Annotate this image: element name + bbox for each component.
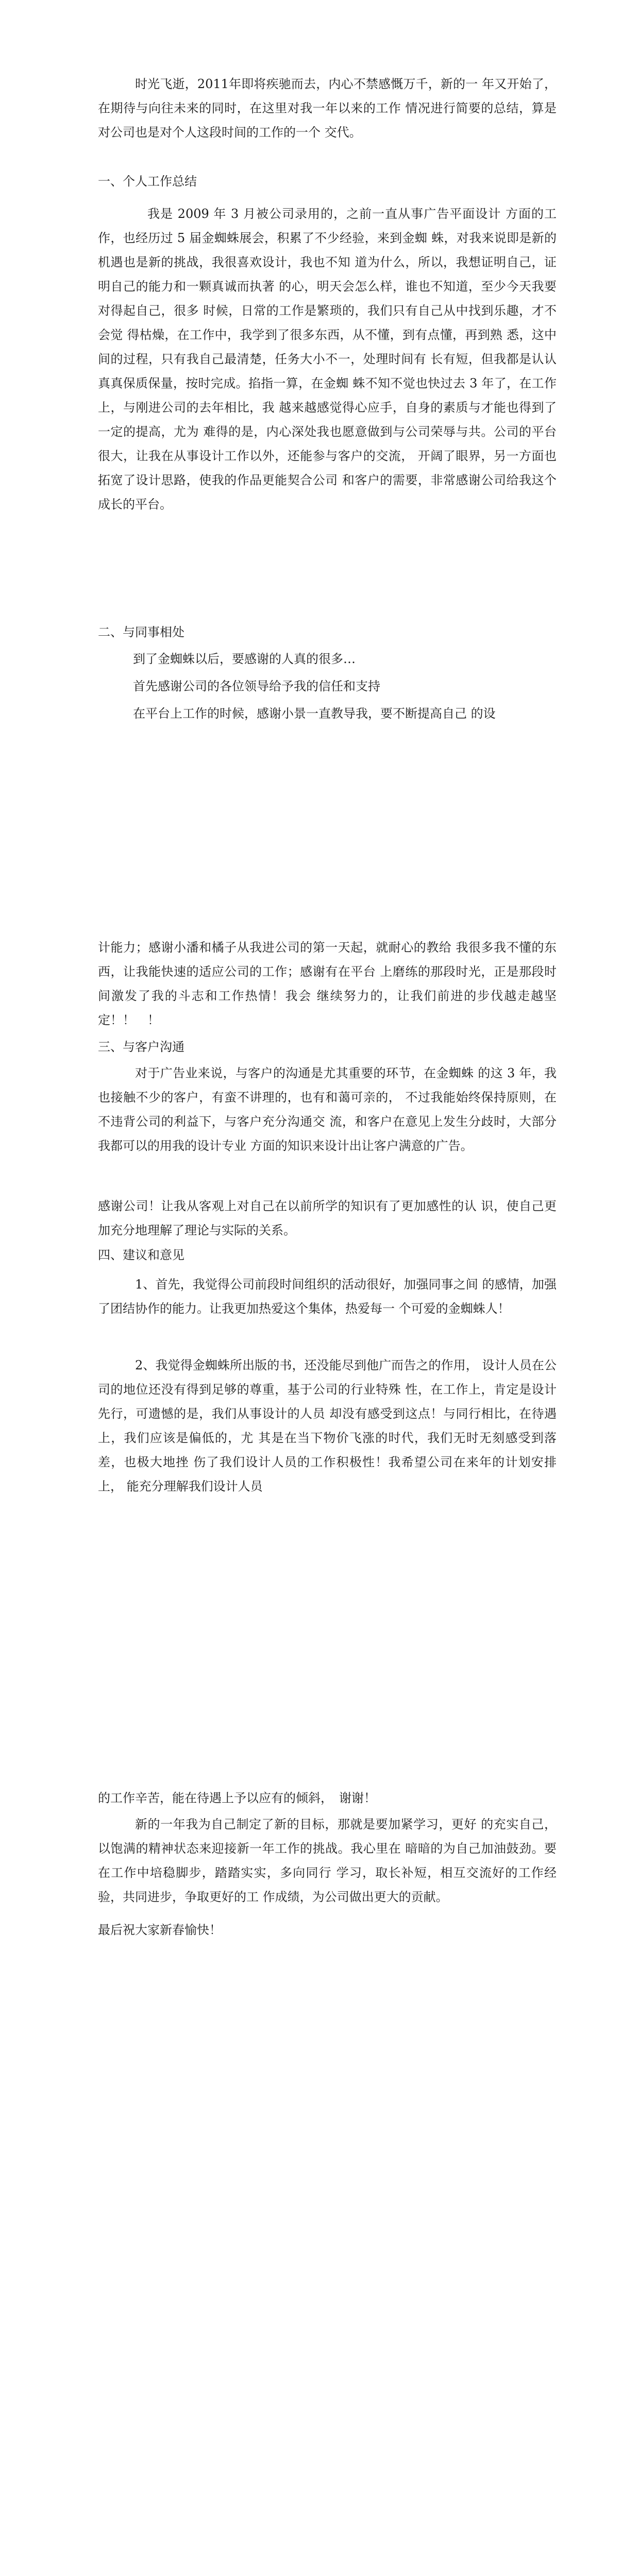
section-1-paragraph: 我是 2009 年 3 月被公司录用的，之前一直从事广告平面设计 方面的工作，也经历过 5 届金蜘蛛展会，积累了不少经验，来到金蜘 蛛，对我来说即是新的机遇也是新的挑战，我很喜欢设计，我也不知 道为什么，所以，我想证明自己，证明自己的能力和一颗真诚而执著 的心，明天会怎么样，谁也不知道，至少今天我要对得起自己，很多 时候，日常的工作是繁琐的，我们只有自己从中找到乐趣，才不会觉 得枯燥，在工作中，我学到了很多东西，从不懂，到有点懂，再到熟 悉，这中间的过程，只有我自己最清楚，任务大小不一，处理时间有 长有短，但我都是认认真真保质保量，按时完成。掐指一算，在金蜘 蛛不知不觉也快过去 3 年了，在工作上，与刚进公司的去年相比，我 越来越感觉得心应手，自身的素质与才能也得到了一定的提高，尤为 难得的是，内心深处我也愿意做到与公司荣辱与共。公司的平台很大，让我在从事设计工作以外，还能参与客户的交流， 开阔了眼界，另一方面也拓宽了设计思路，使我的作品更能契合公司 和客户的需要，非常感谢公司给我这个成长的平台。 [98, 207, 557, 512]
section-4-point-2: 2、我觉得金蜘蛛所出版的书，还没能尽到他广而告之的作用， 设计人员在公司的地位还没有得到足够的尊重，基于公司的行业特殊 性，在工作上，肯定是设计先行，可遗憾的是，我们从事设计的人员 却没有感受到这点！与同行相比，在待遇上，我们应该是偏低的，尤 其是在当下物价飞涨的时代，我们无时无刻感受到落差，也极大地挫 伤了我们设计人员的工作积极性！我希望公司在来年的计划安排上， 能充分理解我们设计人员 [98, 1358, 557, 1494]
section-3-paragraph: 对于广告业来说，与客户的沟通是尤其重要的环节，在金蜘蛛 的这 3 年，我也接触不少的客户，有蛮不讲理的，也有和蔼可亲的， 不过我能始终保持原则，在不违背公司的利益下，与客户充分沟通交 流，和客户在意见上发生分歧时，大部分我都可以的用我的设计专业 方面的知识来设计出让客户满意的广告。 [98, 1066, 557, 1153]
section-2-line-1: 到了金蜘蛛以后，要感谢的人真的很多… [133, 652, 356, 666]
closing-paragraph: 新的一年我为自己制定了新的目标，那就是要加紧学习，更好 的充实自己，以饱满的精神状态来迎接新一年工作的挑战。我心里在 暗暗的为自己加油鼓劲。要在工作中培稳脚步，踏踏实实，多向同行 学习，取长补短，相互交流好的工作经验，共同进步，争取更好的工 作成绩，为公司做出更大的贡献。 [98, 1817, 557, 1904]
section-4-heading: 四、建议和意见 [98, 1248, 184, 1262]
intro-paragraph: 时光飞逝，2011年即将疾驰而去，内心不禁感慨万千，新的一 年又开始了，在期待与向往未来的同时，在这里对我一年以来的工作 情况进行简要的总结，算是对公司也是对个人这段时间的工作的一个 交代。 [98, 77, 557, 140]
section-2-line-2: 首先感谢公司的各位领导给予我的信任和支持 [133, 679, 380, 693]
section-2-continued-paragraph: 计能力；感谢小潘和橘子从我进公司的第一天起，就耐心的教给 我很多我不懂的东西，让我能快速的适应公司的工作；感谢有在平台 上磨练的那段时光，正是那段时间激发了我的斗志和工作热情！我会 继续努力的，让我们前进的步伐越走越坚定！！ ！ [98, 940, 557, 1027]
section-2-heading: 二、与同事相处 [98, 625, 184, 639]
section-2-line-3: 在平台上工作的时候，感谢小景一直教导我，要不断提高自己 的设 [133, 706, 496, 721]
closing-wish: 最后祝大家新春愉快！ [98, 1923, 222, 1937]
section-3-heading: 三、与客户沟通 [98, 1040, 184, 1054]
section-4-point-1: 1、首先，我觉得公司前段时间组织的活动很好，加强同事之间 的感情，加强了团结协作的能力。让我更加热爱这个集体，热爱每一 个可爱的金蜘蛛人！ [98, 1277, 557, 1316]
section-4-continued-line: 的工作辛苦，能在待遇上予以应有的倾斜， 谢谢！ [98, 1791, 376, 1805]
section-3-thanks-paragraph: 感谢公司！让我从客观上对自己在以前所学的知识有了更加感性的认 识，使自己更加充分地理解了理论与实际的关系。 [98, 1199, 557, 1238]
section-1-heading: 一、个人工作总结 [98, 174, 197, 189]
